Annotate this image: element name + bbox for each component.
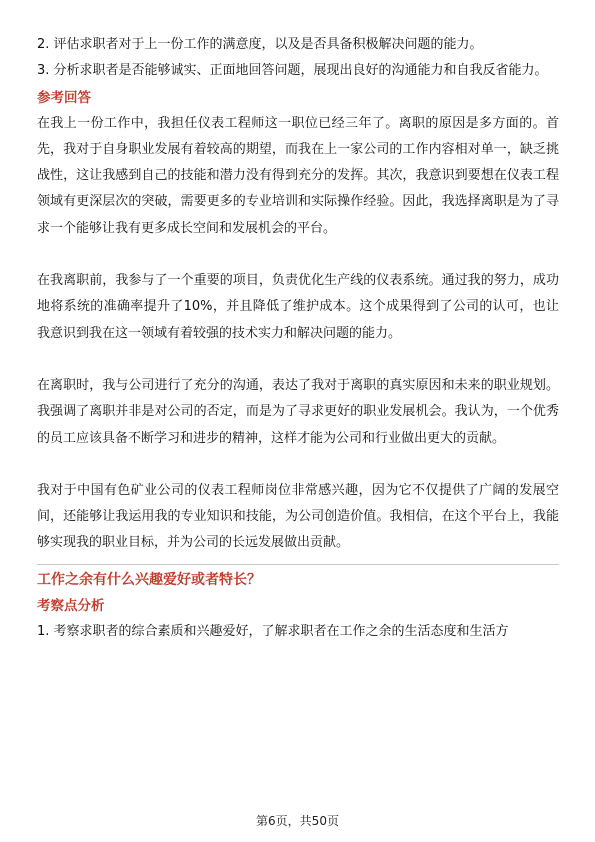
answer-paragraph-3: 在离职时，我与公司进行了充分的沟通，表达了我对于离职的真实原因和未来的职业规划。我强调了离职并非是对公司的否定，而是为了寻求更好的职业发展机会。我认为，一个优秀的员工应该具备不断学习和进步的精神，这样才能为公司和行业做出更大的贡献。 (37, 377, 559, 446)
answer-paragraph-4: 我对于中国有色矿业公司的仪表工程师岗位非常感兴趣，因为它不仅提供了广阔的发展空间，还能够让我运用我的专业知识和技能，为公司创造价值。我相信，在这个平台上，我能够实现我的职业目标，并为公司的长远发展做出贡献。 (37, 482, 559, 551)
answer-paragraph-1: 在我上一份工作中，我担任仪表工程师这一职位已经三年了。离职的原因是多方面的。首先，我对于自身职业发展有着较高的期望，而我在上一家公司的工作内容相对单一，缺乏挑战性，这让我感到自己的技能和潜力没有得到充分的发挥。其次，我意识到要想在仪表工程领域有更深层次的突破，需要更多的专业培训和实际操作经验。因此，我选择离职是为了寻求一个能够让我有更多成长空间和发展机会的平台。 (37, 115, 559, 236)
evaluation-point-3: 3. 分析求职者是否能够诚实、正面地回答问题，展现出良好的沟通能力和自我反省能力。 (37, 63, 548, 79)
paragraph-gap (37, 242, 559, 268)
page-number-footer: 第6页，共50页 (256, 814, 339, 828)
analysis-point-1: 1. 考察求职者的综合素质和兴趣爱好，了解求职者在工作之余的生活态度和生活方 (37, 623, 509, 639)
paragraph-gap (37, 347, 559, 373)
question-heading: 工作之余有什么兴趣爱好或者特长？ (37, 571, 261, 588)
reference-answer-heading: 参考回答 (37, 89, 91, 106)
paragraph-gap (37, 452, 559, 478)
answer-paragraph-2: 在我离职前，我参与了一个重要的项目，负责优化生产线的仪表系统。通过我的努力，成功地将系统的准确率提升了10%，并且降低了维护成本。这个成果得到了公司的认可，也让我意识到我在这一领域有着较强的技术实力和解决问题的能力。 (37, 273, 559, 341)
evaluation-point-2: 2. 评估求职者对于上一份工作的满意度，以及是否具备积极解决问题的能力。 (37, 37, 483, 52)
section-divider (37, 564, 559, 565)
page-content (37, 32, 559, 645)
analysis-heading: 考察点分析 (37, 597, 105, 614)
